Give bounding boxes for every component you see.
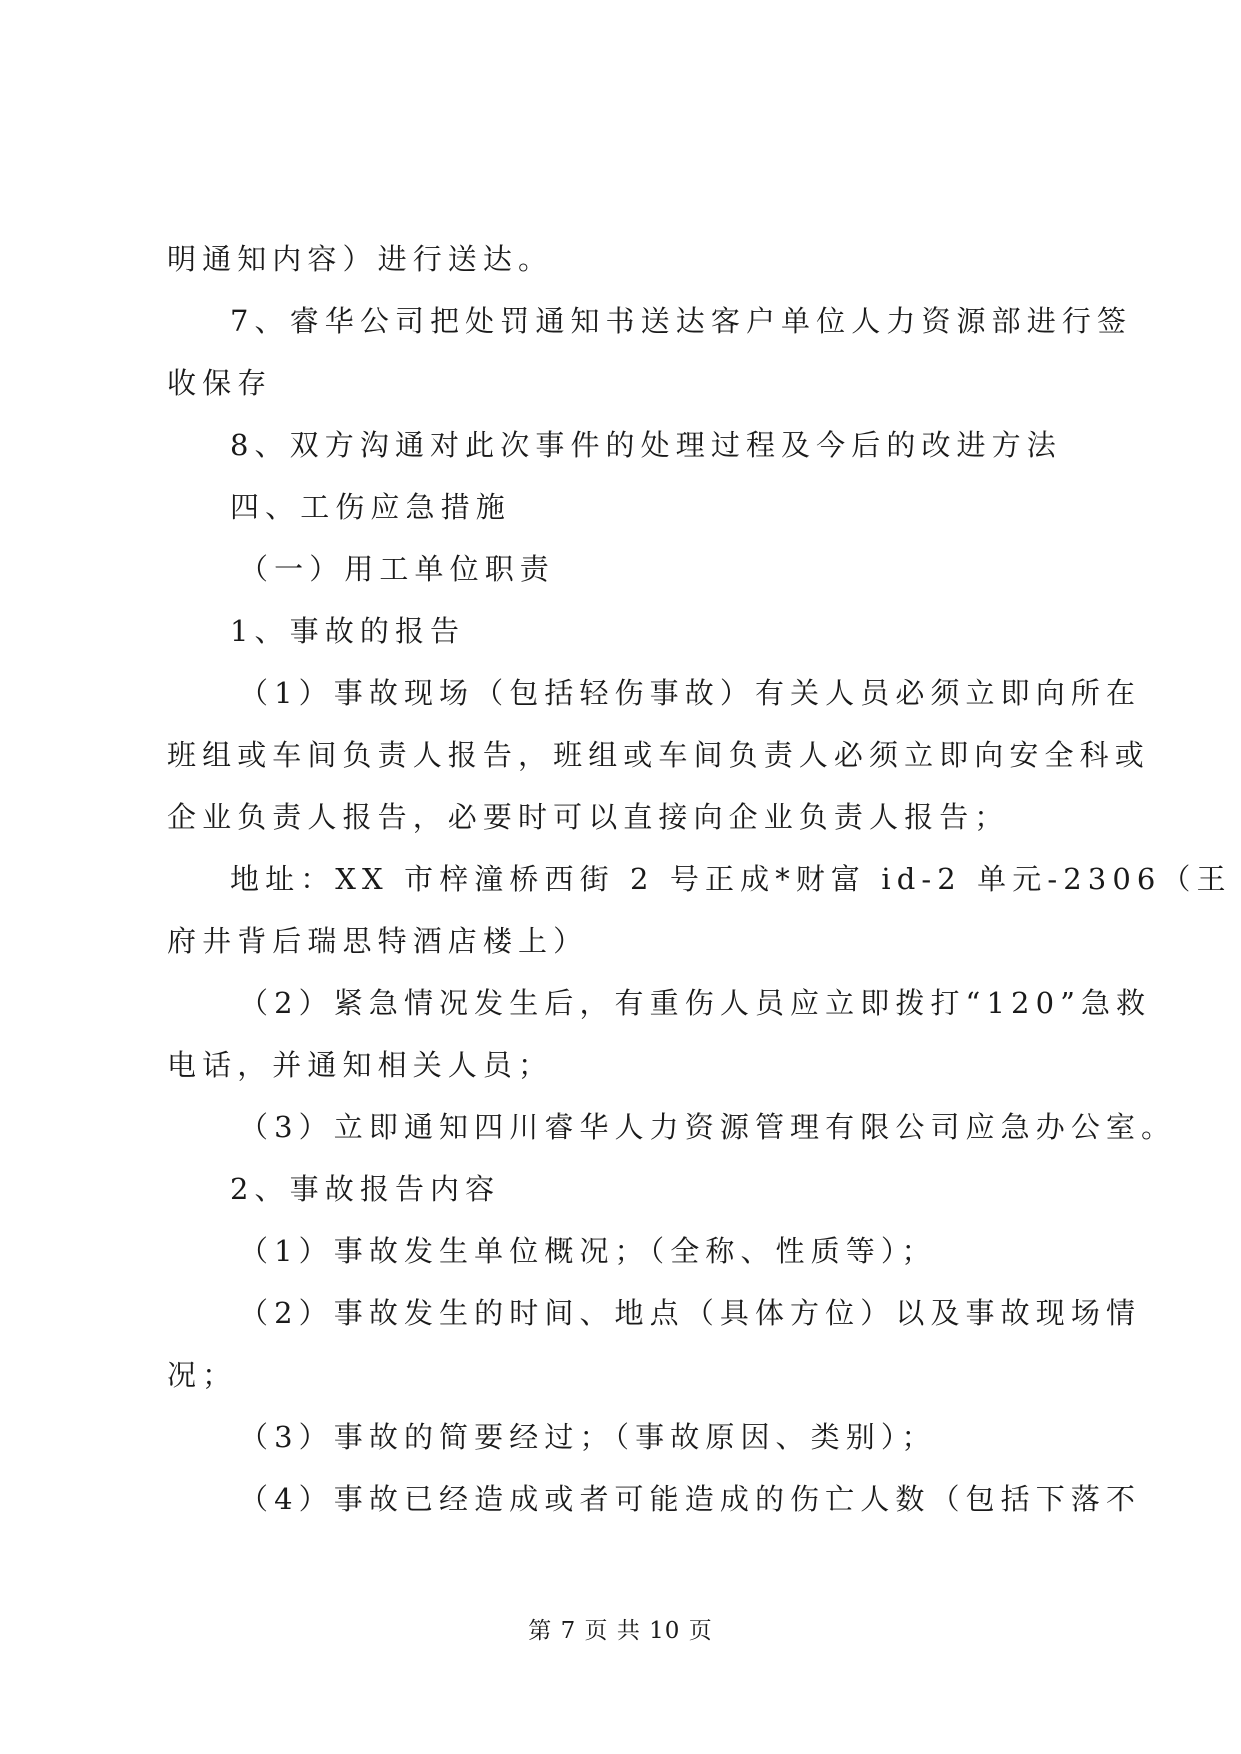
text-line: （3）事故的简要经过；（事故原因、类别）； — [239, 1420, 937, 1454]
text-line: 电话，并通知相关人员； — [167, 1048, 554, 1082]
text-line: 明通知内容）进行送达。 — [167, 242, 554, 276]
text-line: （1）事故发生单位概况；（全称、性质等）； — [239, 1234, 937, 1268]
text-line: （1）事故现场（包括轻伤事故）有关人员必须立即向所在 — [239, 676, 1142, 710]
text-line: （2）紧急情况发生后，有重伤人员应立即拨打“120”急救 — [239, 986, 1152, 1020]
section-heading: 四、工伤应急措施 — [230, 490, 511, 524]
text-line: （4）事故已经造成或者可能造成的伤亡人数（包括下落不 — [239, 1482, 1142, 1516]
text-line: 7、睿华公司把处罚通知书送达客户单位人力资源部进行签 — [230, 304, 1133, 338]
text-line: 班组或车间负责人报告，班组或车间负责人必须立即向安全科或 — [167, 738, 1150, 772]
item-heading: 2、事故报告内容 — [230, 1172, 501, 1206]
item-heading: 1、事故的报告 — [230, 614, 466, 648]
document-body — [167, 228, 1232, 1530]
text-line: 8、双方沟通对此次事件的处理过程及今后的改进方法 — [230, 428, 1062, 462]
text-line: （3）立即通知四川睿华人力资源管理有限公司应急办公室。 — [239, 1110, 1177, 1144]
address-line: 地址：XX 市梓潼桥西街 2 号正成*财富 id-2 单元-2306（王 — [230, 862, 1232, 896]
text-line: （2）事故发生的时间、地点（具体方位）以及事故现场情 — [239, 1296, 1142, 1330]
address-line: 府井背后瑞思特酒店楼上） — [167, 924, 589, 958]
subsection-heading: （一）用工单位职责 — [239, 552, 555, 586]
text-line: 况； — [167, 1358, 238, 1392]
page-number-footer: 第 7 页 共 10 页 — [528, 1618, 713, 1644]
text-line: 企业负责人报告，必要时可以直接向企业负责人报告； — [167, 800, 1010, 834]
text-line: 收保存 — [167, 366, 273, 400]
